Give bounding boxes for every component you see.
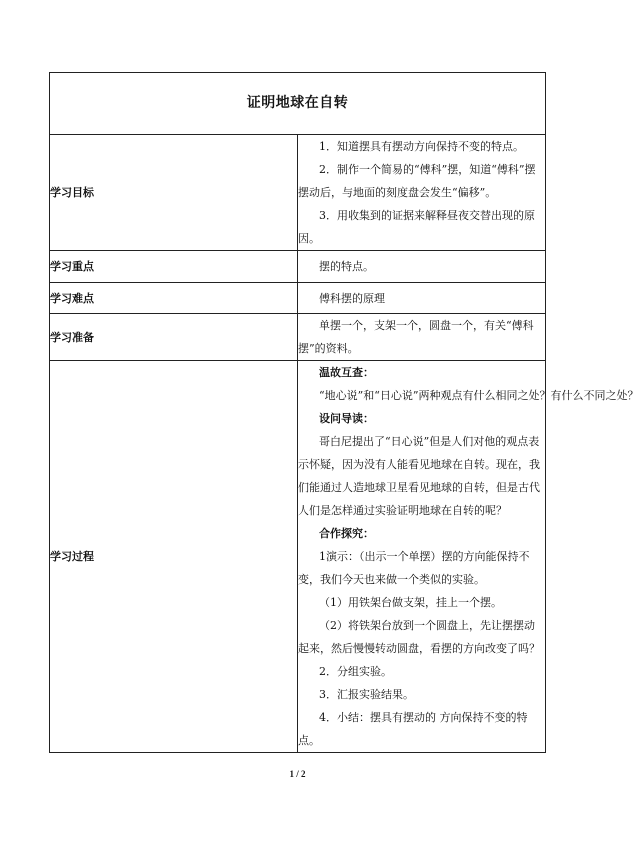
step-1-2: （2）将铁架台放到一个圆盘上，先让摆摆动起来，然后慢慢转动圆盘，看摆的方向改变了吗？ xyxy=(298,619,540,655)
process-content xyxy=(298,361,639,753)
page-number: 1 / 2 xyxy=(289,769,306,779)
difficulty-row xyxy=(50,283,546,314)
guide-text: 哥白尼提出了“日心说”但是人们对他的观点表示怀疑，因为没有人能看见地球在自转。现在，我们能通过人造地球卫星看见地球的自转，但是古代人们是怎样通过实验证明地球在自转的呢？ xyxy=(298,435,540,517)
process-label: 学习过程 xyxy=(50,361,298,753)
preparation-text: 单摆一个，支架一个，圆盘一个，有关“傅科摆”的资料。 xyxy=(298,319,534,355)
title-row xyxy=(50,73,546,135)
title-cell xyxy=(50,73,546,135)
explore-heading: 合作探究： xyxy=(319,527,374,540)
goals-row xyxy=(50,135,546,251)
preparation-row xyxy=(50,314,546,361)
preparation-cell xyxy=(298,314,546,361)
lesson-plan xyxy=(49,72,639,753)
difficulty-text: 傅科摆的原理 xyxy=(319,291,385,305)
step-4: 4．小结：摆具有摆动的 方向保持不变的特点。 xyxy=(298,711,528,747)
review-heading: 温故互查： xyxy=(319,366,374,379)
lesson-plan-table xyxy=(49,72,639,753)
guide-heading: 设问导读： xyxy=(319,412,374,425)
page-title: 证明地球在自转 xyxy=(246,95,349,111)
process-row xyxy=(50,361,546,753)
review-text: “地心说”和“日心说”两种观点有什么相同之处？有什么不同之处？ xyxy=(319,389,639,402)
key-point-cell xyxy=(298,251,546,283)
step-2: 2．分组实验。 xyxy=(319,665,392,678)
key-point-label: 学习重点 xyxy=(50,251,298,283)
goals-label: 学习目标 xyxy=(50,135,298,251)
key-point-row xyxy=(50,251,546,283)
preparation-label: 学习准备 xyxy=(50,314,298,361)
difficulty-label: 学习难点 xyxy=(50,283,298,314)
goals-content xyxy=(298,135,546,251)
step-1-1: （1）用铁架台做支架，挂上一个摆。 xyxy=(319,596,502,609)
step-3: 3．汇报实验结果。 xyxy=(319,688,414,701)
goal-item-3: 3．用收集到的证据来解释昼夜交替出现的原因。 xyxy=(298,209,535,245)
goal-item-2: 2．制作一个简易的“傅科”摆，知道“傅科”摆摆动后，与地面的刻度盘会发生“偏移”。 xyxy=(298,163,536,199)
key-point-text: 摆的特点。 xyxy=(319,260,374,273)
difficulty-cell xyxy=(298,283,546,314)
step-1: 1演示：（出示一个单摆）摆的方向能保持不变，我们今天也来做一个类似的实验。 xyxy=(298,550,530,586)
goal-item-1: 1．知道摆具有摆动方向保持不变的特点。 xyxy=(319,140,524,153)
